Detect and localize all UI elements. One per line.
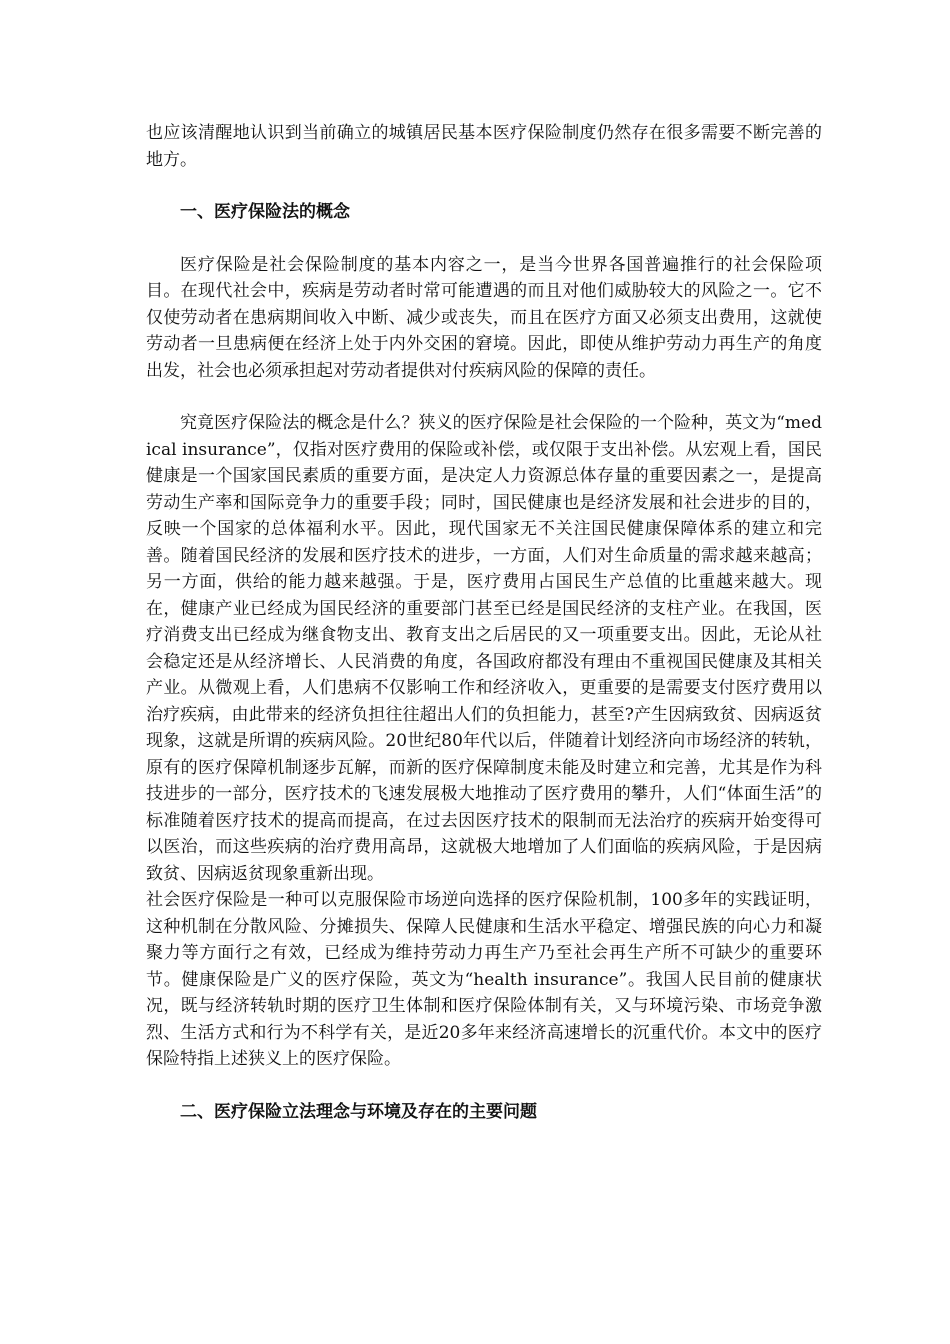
body-paragraph-2: 究竟医疗保险法的概念是什么？狭义的医疗保险是社会保险的一个险种，英文为“medical insurance”，仅指对医疗费用的保险或补偿，或仅限于支出补偿。从宏观上看，国民健康是一个国家国民素质的重要方面，是决定人力资源总体存量的重要因素之一，是提高劳动生产率和国际竞争力的重要手段；同时，国民健康也是经济发展和社会进步的目的，反映一个国家的总体福利水平。因此，现代国家无不关注国民健康保障体系的建立和完善。随着国民经济的发展和医疗技术的进步，一方面，人们对生命质量的需求越来越高；另一方面，供给的能力越来越强。于是，医疗费用占国民生产总值的比重越来越大。现在，健康产业已经成为国民经济的重要部门甚至已经是国民经济的支柱产业。在我国，医疗消费支出已经成为继食物支出、教育支出之后居民的又一项重要支出。因此，无论从社会稳定还是从经济增长、人民消费的角度，各国政府都没有理由不重视国民健康及其相关产业。从微观上看，人们患病不仅影响工作和经济收入，更重要的是需要支付医疗费用以治疗疾病，由此带来的经济负担往往超出人们的负担能力，甚至?产生因病致贫、因病返贫现象，这就是所谓的疾病风险。20世纪80年代以后，伴随着计划经济向市场经济的转轨，原有的医疗保障机制逐步瓦解，而新的医疗保障制度未能及时建立和完善，尤其是作为科技进步的一部分，医疗技术的飞速发展极大地推动了医疗费用的攀升，人们“体面生活”的标准随着医疗技术的提高而提高，在过去因医疗技术的限制而无法治疗的疾病开始变得可以医治，而这些疾病的治疗费用高昂，这就极大地增加了人们面临的疾病风险，于是因病致贫、因病返贫现象重新出现。 (146, 413, 822, 884)
intro-paragraph: 也应该清醒地认识到当前确立的城镇居民基本医疗保险制度仍然存在很多需要不断完善的地方。 (146, 123, 822, 170)
section-heading-1: 一、医疗保险法的概念 (180, 202, 350, 222)
body-paragraph-1: 医疗保险是社会保险制度的基本内容之一，是当今世界各国普遍推行的社会保险项目。在现代社会中，疾病是劳动者时常可能遭遇的而且对他们威胁较大的风险之一。它不仅使劳动者在患病期间收入中断、减少或丧失，而且在医疗方面又必须支出费用，这就使劳动者一旦患病便在经济上处于内外交困的窘境。因此，即使从维护劳动力再生产的角度出发，社会也必须承担起对劳动者提供对付疾病风险的保障的责任。 (146, 254, 822, 381)
body-paragraph-3: 社会医疗保险是一种可以克服保险市场逆向选择的医疗保险机制，100多年的实践证明，这种机制在分散风险、分摊损失、保障人民健康和生活水平稳定、增强民族的向心力和凝聚力等方面行之有效，已经成为维持劳动力再生产乃至社会再生产所不可缺少的重要环节。健康保险是广义的医疗保险，英文为“health insurance”。我国人民目前的健康状况，既与经济转轨时期的医疗卫生体制和医疗保险体制有关，又与环境污染、市场竞争激烈、生活方式和行为不科学有关，是近20多年来经济高速增长的沉重代价。本文中的医疗保险特指上述狭义上的医疗保险。 (146, 890, 822, 1069)
document-body (146, 120, 822, 1125)
section-heading-2: 二、医疗保险立法理念与环境及存在的主要问题 (180, 1101, 537, 1122)
